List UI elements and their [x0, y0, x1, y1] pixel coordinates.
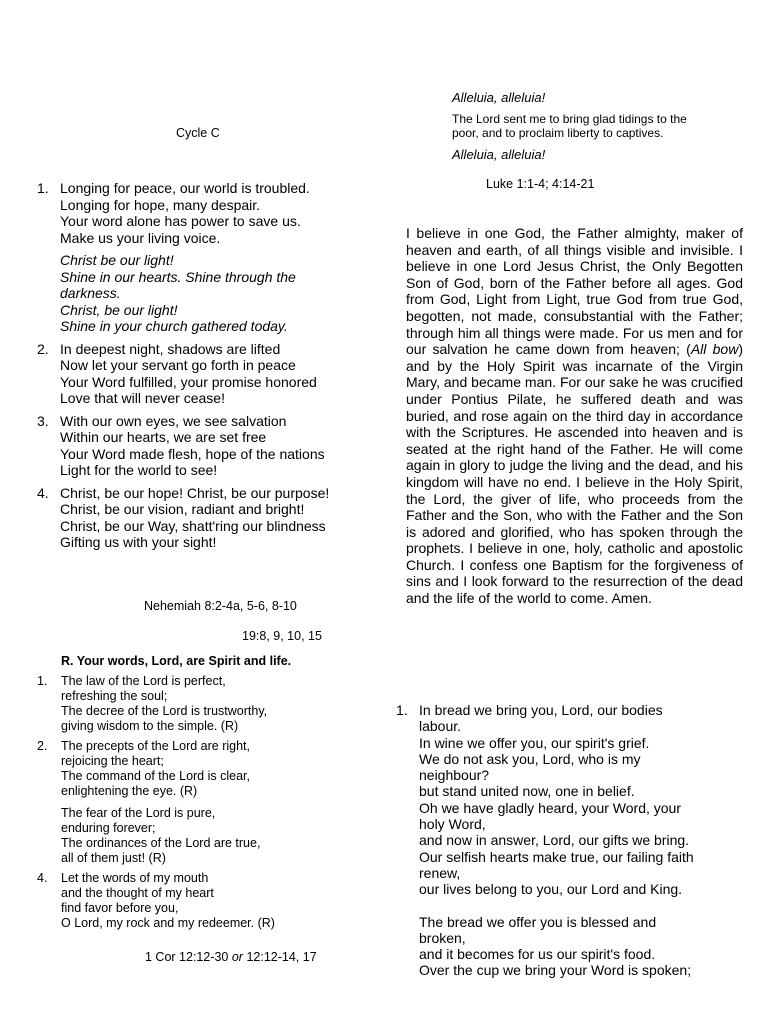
song-refrain: [37, 252, 377, 335]
song-line: Christ, be our Way, shatt'ring our blindness: [60, 517, 326, 534]
offertory-line: neighbour?: [419, 767, 490, 784]
psalm-verse-1: [37, 674, 357, 734]
offertory-line: our lives belong to you, our Lord and King.: [419, 881, 683, 898]
offertory-line: Oh we have gladly heard, your Word, your: [419, 799, 681, 816]
psalm-line: rejoicing the heart;: [61, 754, 164, 768]
gospel-reference: Luke 1:1-4; 4:14-21: [486, 177, 595, 191]
song-line: Christ, be our vision, radiant and bright!: [60, 501, 305, 517]
song-line: Make us your living voice.: [60, 229, 221, 246]
psalm-line: The fear of the Lord is pure,: [61, 806, 216, 820]
stanza-number: 1.: [37, 180, 49, 196]
stanza-number: 2.: [37, 340, 49, 357]
song-line: Longing for peace, our world is troubled.: [60, 180, 310, 196]
psalm-line: The ordinances of the Lord are true,: [61, 836, 261, 850]
offertory-line: and it becomes for us our spirit's food.: [419, 946, 656, 963]
song-line: In deepest night, shadows are lifted: [60, 340, 281, 357]
offertory-stanza-1: [396, 702, 736, 898]
song-stanza-2: [37, 341, 377, 407]
song-line: Love that will never cease!: [60, 390, 225, 406]
offertory-song: [396, 702, 736, 979]
creed-part-1: I believe in one God, the Father almighty, maker of heaven and earth, of all things visible and invisible. I believe in one Lord Jesus Christ, the Only Begotten Son of God, born of the Father before all ages. God from God, Light from Light, true God from true God, begotten, not made, consubstantial with the Father; through him all things were made. For us men and for our salvation he came down from heaven; (: [406, 225, 743, 358]
psalm-verse-2: [37, 739, 357, 799]
song-line: With our own eyes, we see salvation: [60, 412, 287, 429]
psalm-line: find favor before you,: [61, 901, 179, 915]
stanza-number: 4.: [37, 484, 49, 501]
offertory-refrain: [396, 914, 736, 979]
gathering-song: [37, 180, 377, 551]
cycle-label: Cycle C: [176, 126, 220, 140]
verse-number: 4.: [37, 871, 48, 885]
psalm-verse-3: [37, 806, 357, 866]
offertory-line: We do not ask you, Lord, who is my: [419, 750, 641, 767]
song-line: Your word alone has power to save us.: [60, 213, 301, 229]
song-line: Your Word made flesh, hope of the nations: [60, 445, 325, 462]
psalm-verse-4: [37, 871, 357, 931]
psalm-line: Let the words of my mouth: [61, 871, 209, 885]
offertory-line: In bread we bring you, Lord, our bodies: [419, 702, 663, 718]
creed-bow-rubric: All bow: [690, 341, 739, 358]
offertory-line: broken,: [419, 929, 466, 946]
offertory-line: The bread we offer you is blessed and: [419, 913, 657, 930]
song-line: Your Word fulfilled, your promise honored: [60, 373, 317, 390]
psalm-line: enduring forever;: [61, 821, 156, 835]
psalm-response: R. Your words, Lord, are Spirit and life.: [61, 654, 292, 668]
refrain-line: Shine in our hearts. Shine through the: [60, 268, 296, 285]
psalm-reference: 19:8, 9, 10, 15: [242, 629, 322, 643]
psalm-verses: [37, 674, 357, 931]
acclamation-line: poor, and to proclaim liberty to captives.: [452, 126, 664, 140]
offertory-line: holy Word,: [419, 816, 486, 833]
offertory-line: but stand united now, one in belief.: [419, 783, 635, 800]
refrain-line: Christ, be our light!: [60, 301, 178, 318]
second-reading-ref-or: or: [231, 950, 243, 964]
song-line: Within our hearts, we are set free: [60, 429, 267, 445]
refrain-line: Christ be our light!: [60, 252, 174, 268]
offertory-line: and now in answer, Lord, our gifts we bring.: [419, 832, 690, 849]
first-reading-reference: Nehemiah 8:2-4a, 5-6, 8-10: [144, 599, 297, 613]
psalm-line: enlightening the eye. (R): [61, 784, 198, 798]
offertory-line: labour.: [419, 718, 462, 735]
psalm-line: and the thought of my heart: [61, 886, 214, 900]
song-stanza-4: [37, 485, 377, 551]
psalm-line: The precepts of the Lord are right,: [61, 739, 250, 753]
second-reading-ref-b: 12:12-14, 17: [242, 950, 317, 964]
second-reading-reference: [145, 950, 317, 964]
psalm-line: O Lord, my rock and my redeemer. (R): [61, 916, 275, 930]
psalm-line: all of them just! (R): [61, 851, 166, 865]
song-line: Now let your servant go forth in peace: [60, 357, 296, 373]
psalm-line: The command of the Lord is clear,: [61, 769, 250, 783]
song-stanza-1: [37, 180, 377, 246]
creed-part-2: ) and by the Holy Spirit was incarnate of the Virgin Mary, and became man. For our sake he was crucified under Pontius Pilate, he suffered death and was buried, and rose again on the third day in accordance with the Scriptures. He ascended into heaven and is seated at the right hand of the Father. He will come again in glory to judge the living and the dead, and his kingdom will have no end. I believe in the Holy Spirit, the Lord, the giver of life, who proceeds from the Father and the Son, who with the Father and the Son is adored and glorified, who has spoken through the prophets. I believe in one, holy, catholic and apostolic Church. I confess one Baptism for the forgiveness of sins and I look forward to the resurrection of the dead and the life of the world to come. Amen.: [406, 341, 743, 607]
alleluia-bottom: Alleluia, alleluia!: [452, 147, 546, 162]
song-line: Longing for hope, many despair.: [60, 196, 261, 213]
second-reading-ref-a: 1 Cor 12:12-30: [145, 950, 232, 964]
offertory-line: Our selfish hearts make true, our failing faith: [419, 848, 694, 865]
offertory-line: Over the cup we bring your Word is spoken;: [419, 962, 692, 979]
offertory-line: renew,: [419, 864, 461, 881]
song-line: Christ, be our hope! Christ, be our purpose!: [60, 484, 330, 501]
song-line: Light for the world to see!: [60, 462, 218, 478]
psalm-line: giving wisdom to the simple. (R): [61, 719, 239, 733]
verse-number: 2.: [37, 739, 48, 753]
refrain-line: darkness.: [60, 285, 121, 301]
stanza-number: 3.: [37, 412, 49, 429]
verse-number: 1.: [37, 674, 48, 688]
acclamation-verse: [452, 112, 687, 140]
refrain-line: Shine in your church gathered today.: [60, 318, 288, 334]
acclamation-line: The Lord sent me to bring glad tidings to the: [452, 112, 687, 126]
psalm-line: The decree of the Lord is trustworthy,: [61, 704, 268, 718]
song-line: Gifting us with your sight!: [60, 534, 217, 550]
psalm-line: The law of the Lord is perfect,: [61, 674, 226, 688]
offertory-line: In wine we offer you, our spirit's grief.: [419, 734, 650, 751]
alleluia-top: Alleluia, alleluia!: [452, 90, 546, 105]
creed-text: [406, 225, 743, 607]
psalm-line: refreshing the soul;: [61, 689, 168, 703]
stanza-number: 1.: [396, 702, 408, 718]
song-stanza-3: [37, 413, 377, 479]
